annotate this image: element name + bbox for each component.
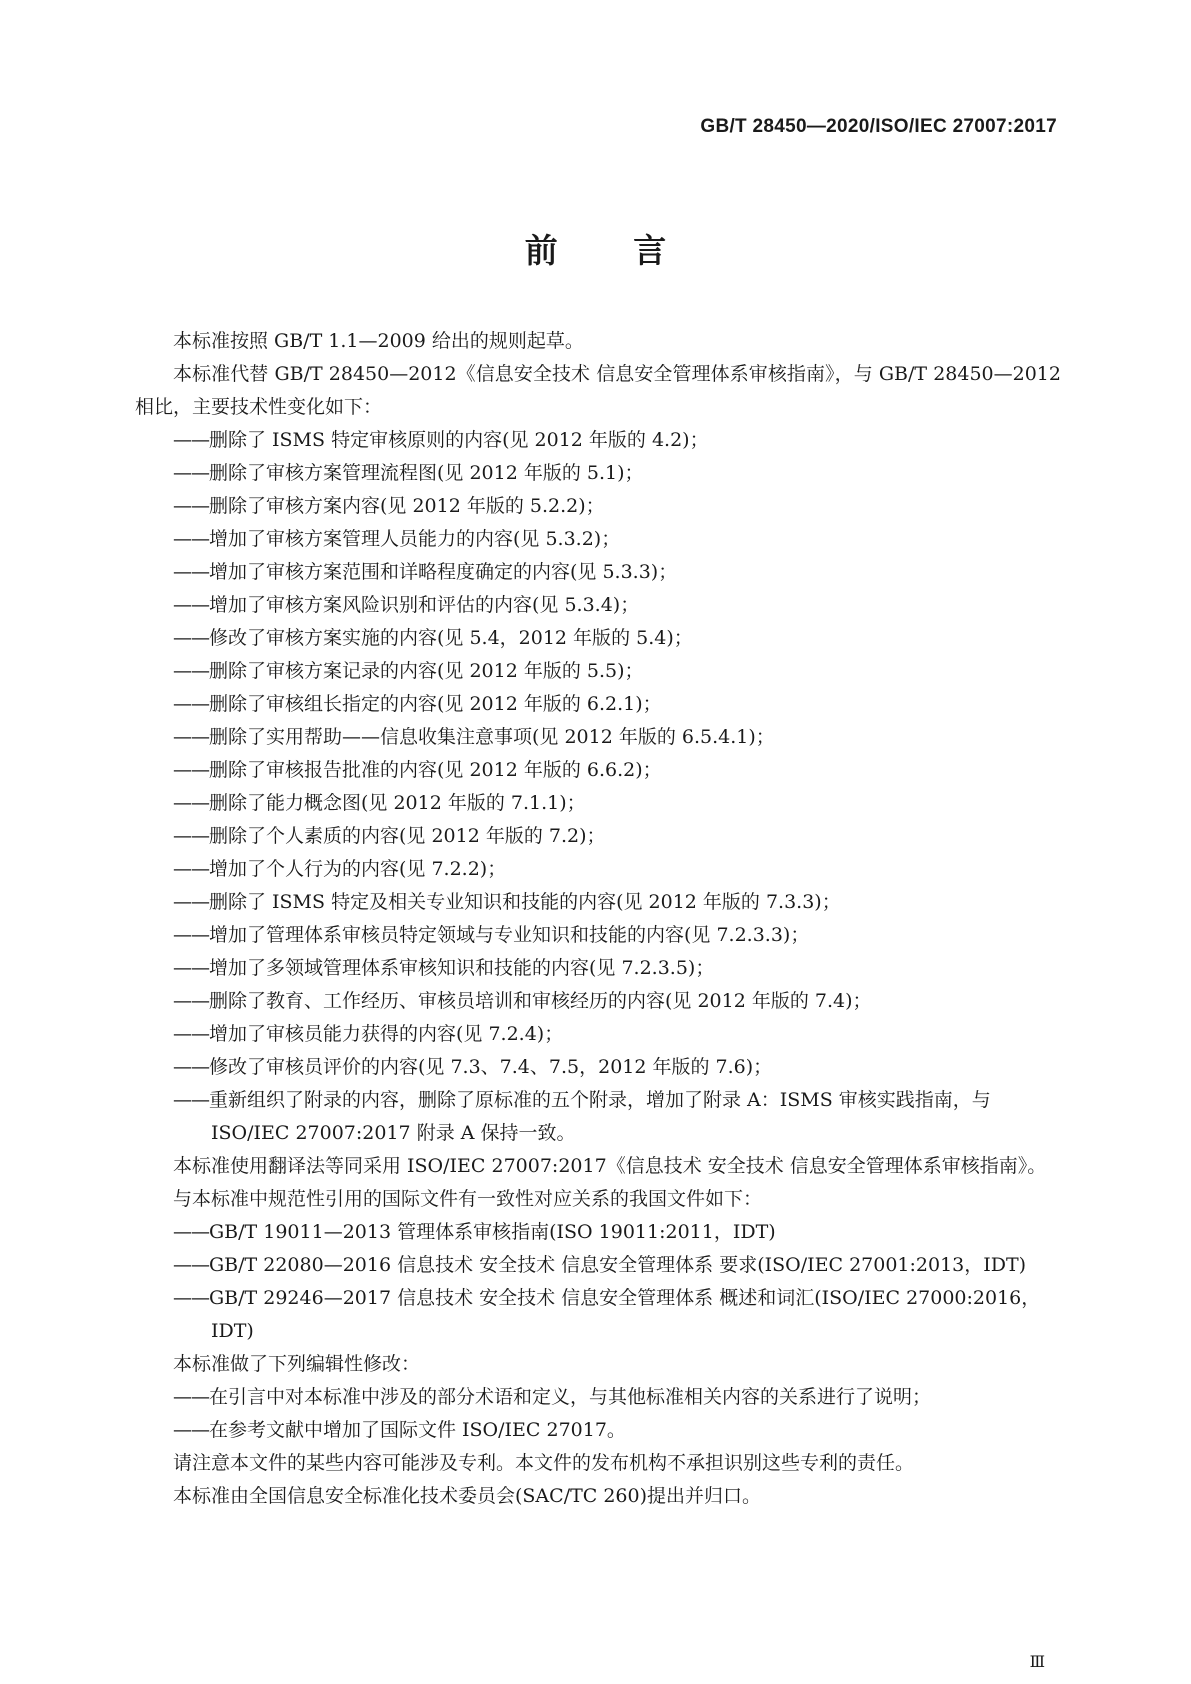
list-item xyxy=(173,721,1061,754)
list-item-text: 增加了管理体系审核员特定领域与专业知识和技能的内容(见 7.2.3.3)； xyxy=(209,924,810,946)
list-item-text: 删除了 ISMS 特定及相关专业知识和技能的内容(见 2012 年版的 7.3.3)； xyxy=(209,891,841,913)
list-dash: —— xyxy=(173,990,209,1012)
list-dash: —— xyxy=(173,858,209,880)
list-item-text: 增加了审核方案范围和详略程度确定的内容(见 5.3.3)； xyxy=(209,561,678,583)
list-item xyxy=(173,1018,1061,1051)
list-item xyxy=(173,523,1061,556)
list-item-text: 增加了审核方案风险识别和评估的内容(见 5.3.4)； xyxy=(209,594,640,616)
list-item xyxy=(173,655,1061,688)
list-item-text: 增加了个人行为的内容(见 7.2.2)； xyxy=(209,858,507,880)
list-dash: —— xyxy=(173,1419,209,1441)
list-dash: —— xyxy=(173,957,209,979)
list-dash: —— xyxy=(173,1023,209,1045)
paragraph-drafting-rules: 本标准按照 GB/T 1.1—2009 给出的规则起草。 xyxy=(173,330,584,352)
document-body xyxy=(135,325,1061,1513)
list-item-text: 删除了审核方案内容(见 2012 年版的 5.2.2)； xyxy=(209,495,605,517)
list-item-text: 删除了能力概念图(见 2012 年版的 7.1.1)； xyxy=(209,792,586,814)
page-number: Ⅲ xyxy=(1029,1652,1045,1671)
list-dash: —— xyxy=(173,1386,209,1408)
list-item-text: 在引言中对本标准中涉及的部分术语和定义，与其他标准相关内容的关系进行了说明； xyxy=(209,1386,932,1408)
list-dash: —— xyxy=(173,627,209,649)
list-item xyxy=(173,1249,1061,1282)
list-item-text: GB/T 29246—2017 信息技术 安全技术 信息安全管理体系 概述和词汇(ISO/IEC 27000:2016，IDT) xyxy=(209,1287,1041,1342)
list-item xyxy=(173,1414,1061,1447)
list-item xyxy=(173,853,1061,886)
list-item-text: 在参考文献中增加了国际文件 ISO/IEC 27017。 xyxy=(209,1419,626,1441)
list-dash: —— xyxy=(173,1089,209,1111)
list-item-text: GB/T 22080—2016 信息技术 安全技术 信息安全管理体系 要求(ISO/IEC 27001:2013，IDT) xyxy=(209,1254,1027,1276)
paragraph-replaces: 本标准代替 GB/T 28450—2012《信息安全技术 信息安全管理体系审核指南》，与 GB/T 28450—2012 相比，主要技术性变化如下： xyxy=(135,363,1061,418)
list-item-text: 删除了审核报告批准的内容(见 2012 年版的 6.6.2)； xyxy=(209,759,662,781)
list-item-text: 删除了审核组长指定的内容(见 2012 年版的 6.2.1)； xyxy=(209,693,662,715)
list-dash: —— xyxy=(173,462,209,484)
list-item xyxy=(173,688,1061,721)
list-item-text: 删除了教育、工作经历、审核员培训和审核经历的内容(见 2012 年版的 7.4)； xyxy=(209,990,872,1012)
list-item xyxy=(173,1051,1061,1084)
list-dash: —— xyxy=(173,726,209,748)
list-item xyxy=(173,556,1061,589)
list-item xyxy=(173,886,1061,919)
list-item-text: 增加了多领域管理体系审核知识和技能的内容(见 7.2.3.5)； xyxy=(209,957,715,979)
editorial-list xyxy=(135,1381,1061,1447)
paragraph-adoption: 本标准使用翻译法等同采用 ISO/IEC 27007:2017《信息技术 安全技术 信息安全管理体系审核指南》。 xyxy=(173,1155,1047,1177)
list-item xyxy=(173,622,1061,655)
list-dash: —— xyxy=(173,495,209,517)
list-dash: —— xyxy=(173,792,209,814)
list-dash: —— xyxy=(173,693,209,715)
list-item xyxy=(173,820,1061,853)
paragraph-proposer: 本标准由全国信息安全标准化技术委员会(SAC/TC 260)提出并归口。 xyxy=(173,1485,762,1507)
changes-list xyxy=(135,424,1061,1150)
paragraph-references-intro: 与本标准中规范性引用的国际文件有一致性对应关系的我国文件如下： xyxy=(173,1188,763,1210)
list-item-text: 增加了审核员能力获得的内容(见 7.2.4)； xyxy=(209,1023,564,1045)
list-item xyxy=(173,919,1061,952)
list-item xyxy=(173,589,1061,622)
list-item xyxy=(173,490,1061,523)
paragraph-editorial-intro: 本标准做了下列编辑性修改： xyxy=(173,1353,421,1375)
list-item-text: 修改了审核方案实施的内容(见 5.4，2012 年版的 5.4)； xyxy=(209,627,693,649)
list-item-text: 增加了审核方案管理人员能力的内容(见 5.3.2)； xyxy=(209,528,621,550)
list-dash: —— xyxy=(173,561,209,583)
list-dash: —— xyxy=(173,1254,209,1276)
list-item-text: GB/T 19011—2013 管理体系审核指南(ISO 19011:2011，IDT) xyxy=(209,1221,776,1243)
list-dash: —— xyxy=(173,825,209,847)
list-item-text: 删除了审核方案管理流程图(见 2012 年版的 5.1)； xyxy=(209,462,644,484)
list-dash: —— xyxy=(173,1287,209,1309)
list-dash: —— xyxy=(173,528,209,550)
list-item xyxy=(173,985,1061,1018)
list-dash: —— xyxy=(173,594,209,616)
list-item xyxy=(173,1084,1061,1150)
list-item xyxy=(173,1216,1061,1249)
list-item-text: 删除了审核方案记录的内容(见 2012 年版的 5.5)； xyxy=(209,660,644,682)
list-item-text: 删除了实用帮助——信息收集注意事项(见 2012 年版的 6.5.4.1)； xyxy=(209,726,775,748)
list-item xyxy=(173,952,1061,985)
references-list xyxy=(135,1216,1061,1348)
list-item-text: 修改了审核员评价的内容(见 7.3、7.4、7.5，2012 年版的 7.6)； xyxy=(209,1056,773,1078)
list-dash: —— xyxy=(173,891,209,913)
list-item xyxy=(173,754,1061,787)
list-item-text: 重新组织了附录的内容，删除了原标准的五个附录，增加了附录 A：ISMS 审核实践指南，与 ISO/IEC 27007:2017 附录 A 保持一致。 xyxy=(209,1089,991,1144)
list-dash: —— xyxy=(173,1221,209,1243)
list-dash: —— xyxy=(173,759,209,781)
list-item-text: 删除了 ISMS 特定审核原则的内容(见 2012 年版的 4.2)； xyxy=(209,429,709,451)
page-title: 前 言 xyxy=(524,231,699,270)
list-item xyxy=(173,1381,1061,1414)
standard-code: GB/T 28450—2020/ISO/IEC 27007:2017 xyxy=(700,116,1057,137)
list-item xyxy=(173,787,1061,820)
list-dash: —— xyxy=(173,660,209,682)
list-dash: —— xyxy=(173,429,209,451)
list-item xyxy=(173,1282,1061,1348)
list-dash: —— xyxy=(173,1056,209,1078)
paragraph-patent-notice: 请注意本文件的某些内容可能涉及专利。本文件的发布机构不承担识别这些专利的责任。 xyxy=(173,1452,915,1474)
list-dash: —— xyxy=(173,924,209,946)
list-item-text: 删除了个人素质的内容(见 2012 年版的 7.2)； xyxy=(209,825,606,847)
list-item xyxy=(173,457,1061,490)
list-item xyxy=(173,424,1061,457)
